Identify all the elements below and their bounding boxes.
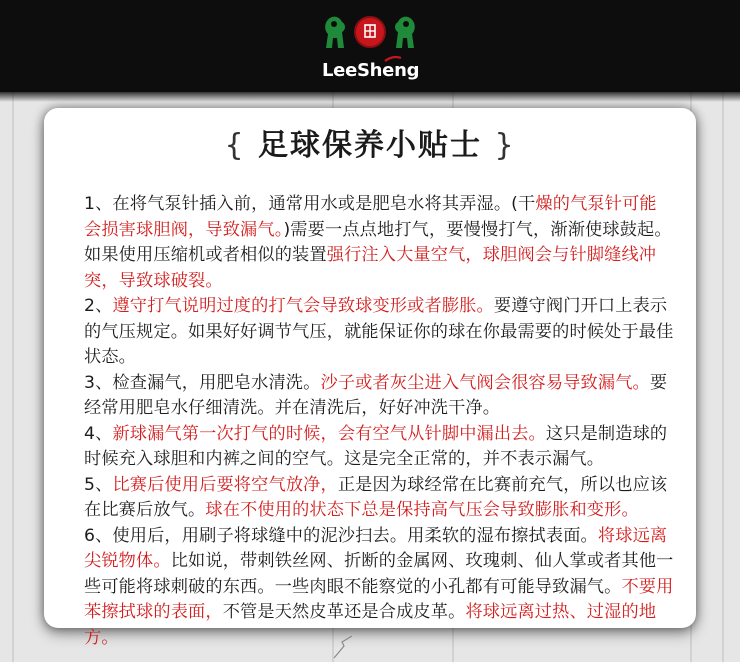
seal-badge-icon [354,16,386,48]
tip-text: 1、在将气泵针插入前，通常用水或是肥皂水将其弄湿。(干 [84,194,536,214]
tip-paragraph-1 [84,192,674,294]
tip-highlight-text: 沙子或者灰尘进入气阀会很容易导致漏气。 [320,372,650,393]
background-line [722,88,724,662]
tip-paragraph-6 [84,524,674,652]
tip-paragraph-3 [84,371,674,422]
title-text: 足球保养小贴士 [258,128,482,163]
tip-paragraph-4 [84,422,674,473]
tip-highlight-text: 比赛后使用后要将空气放净， [112,474,338,495]
tip-highlight-text: 球在不使用的状态下总是保持高气压会导致膨胀和变形。 [205,500,639,520]
tips-content [84,192,674,651]
page-title [0,120,740,164]
tip-highlight-text: 强行注入大量空气，球胆阀会与针脚缝线冲突，导致球破裂。 [84,245,657,291]
tip-text: 要经常用肥皂水仔细清洗。并在清洗后，好好冲洗干净。 [84,372,668,418]
tip-text: 3、检查漏气，用肥皂水清洗。 [84,372,321,393]
tip-highlight-text: 新球漏气第一次打气的时候，会有空气从针脚中漏出去。 [112,423,546,444]
lion-right-icon [392,14,418,50]
tip-text: 不管是天然皮革还是合成皮革。 [222,602,466,622]
brand-logo[interactable] [322,10,418,86]
tip-text: 2、 [84,296,113,316]
tip-text: 要遵守阀门开口上表示的气压规定。如果好好调节气压，就能保证你的球在你最需要的时候处于最佳状态。 [84,296,674,367]
tip-paragraph-2 [84,294,674,371]
tip-paragraph-5 [84,473,674,524]
tip-highlight-text: 将球远离过热、过湿的地方。 [84,602,657,648]
tip-highlight-text: 遵守打气说明过度的打气会导致球变形或者膨胀。 [112,296,494,316]
tip-text: )需要一点点地打气，要慢慢打气，渐渐使球鼓起。如果使用压缩机或者相似的装置 [84,219,672,265]
tip-highlight-text: 不要用苯擦拭球的表面， [84,576,674,622]
tip-text: 6、使用后，用刷子将球缝中的泥沙扫去。用柔软的湿布擦拭表面。 [84,525,598,546]
tip-text: 4、 [84,423,113,444]
crack-decoration-icon [330,632,370,660]
tip-highlight-text: 将球远离尖锐物体。 [84,525,668,571]
tip-highlight-text: 燥的气泵针可能会损害球胆阀，导致漏气。 [84,194,657,240]
tip-text: 这只是制造球的时候充入球胆和内裤之间的空气。这是完全正常的，并不表示漏气。 [84,423,668,469]
title-right-brace: } [494,128,516,163]
lion-left-icon [322,14,348,50]
brand-name: LeeSheng [322,60,420,81]
header-bar [0,0,740,92]
title-left-brace: { [224,128,246,163]
background-line [12,88,14,662]
tip-text: 比如说，带刺铁丝网、折断的金属网、玫瑰刺、仙人掌或者其他一些可能将球刺破的东西。一些肉眼不能察觉的小孔都有可能导致漏气。 [84,551,674,597]
tip-text: 正是因为球经常在比赛前充气，所以也应该在比赛后放气。 [84,474,668,520]
tip-text: 5、 [84,474,113,495]
